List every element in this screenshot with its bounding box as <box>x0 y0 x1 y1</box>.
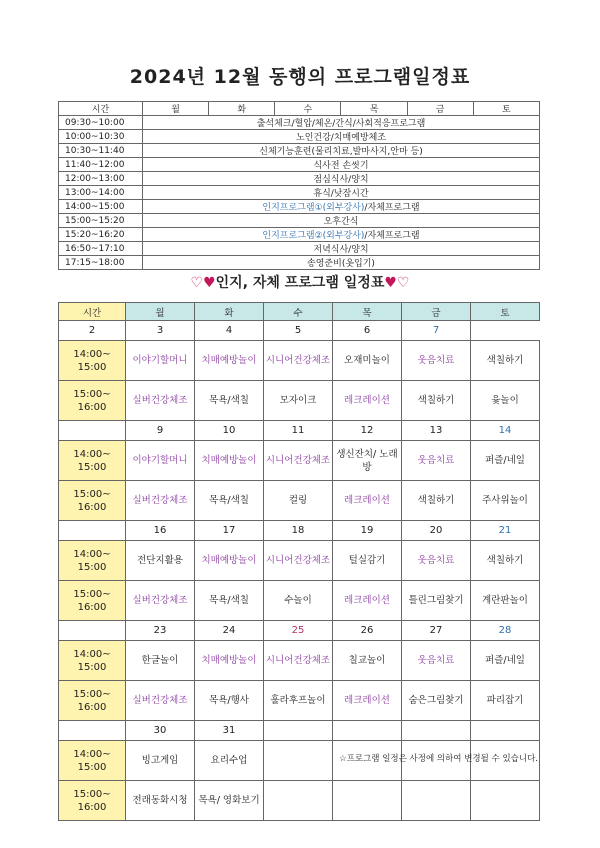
program-cell-wed: 시니어건강체조 <box>264 541 333 581</box>
weekly-header-mon: 월 <box>126 303 195 321</box>
daily-row <box>59 144 540 158</box>
activity-label: 출석체크/혈압/체온/간식/사회적응프로그램 <box>256 119 426 129</box>
program-cell-mon: 한글놀이 <box>126 641 195 681</box>
program-cell-mon: 이야기할머니 <box>126 341 195 381</box>
weekly-header-fri: 금 <box>402 303 471 321</box>
daily-row <box>59 186 540 200</box>
daily-body <box>59 116 540 270</box>
weekly-body <box>59 321 540 821</box>
program-row <box>59 341 540 381</box>
subtitle-text: 인지, 자체 프로그램 일정표 <box>215 275 385 291</box>
daily-time-cell: 17:15~18:00 <box>59 256 143 270</box>
daily-row <box>59 242 540 256</box>
daily-activity-cell <box>143 228 540 242</box>
program-cell-fri: 색칠하기 <box>402 481 471 521</box>
daily-header-time: 시간 <box>59 102 143 116</box>
week-date-spacer <box>59 621 126 641</box>
activity-label: 송영준비(옷입기) <box>307 259 375 269</box>
daily-header-mon: 월 <box>143 102 209 116</box>
program-cell-sat: 파리잡기 <box>471 681 540 721</box>
program-cell-tue: 목욕/ 영화보기 <box>195 781 264 821</box>
date-cell-wed: 25 <box>264 621 333 641</box>
program-cell-mon: 실버건강체조 <box>126 381 195 421</box>
daily-activity-cell <box>143 158 540 172</box>
program-cell-fri <box>402 781 471 821</box>
program-cell-wed: 시니어건강체조 <box>264 341 333 381</box>
daily-activity-cell <box>143 242 540 256</box>
program-cell-thu: 생신잔치/ 노래방 <box>333 441 402 481</box>
weekly-header-sat: 토 <box>471 303 540 321</box>
date-cell-sat <box>471 721 540 741</box>
daily-time-cell: 13:00~14:00 <box>59 186 143 200</box>
date-cell-fri <box>402 721 471 741</box>
date-cell-tue: 31 <box>195 721 264 741</box>
program-cell-fri: 웃음치료 <box>402 641 471 681</box>
daily-header-wed: 수 <box>275 102 341 116</box>
daily-time-cell: 15:20~16:20 <box>59 228 143 242</box>
week-date-row <box>59 421 540 441</box>
program-cell-sat: 계란판놀이 <box>471 581 540 621</box>
time-slot-cell: 14:00~ 15:00 <box>59 341 126 381</box>
date-cell-mon: 9 <box>126 421 195 441</box>
date-cell-thu: 19 <box>333 521 402 541</box>
activity-label: 오후간식 <box>323 217 359 227</box>
program-cell-sat <box>471 781 540 821</box>
daily-activity-cell <box>143 200 540 214</box>
daily-header-thu: 목 <box>341 102 407 116</box>
daily-header-sat: 토 <box>473 102 539 116</box>
daily-activity-cell <box>143 172 540 186</box>
program-cell-fri: 틀린그림찾기 <box>402 581 471 621</box>
daily-row <box>59 130 540 144</box>
activity-label: 식사전 손씻기 <box>313 161 369 171</box>
time-slot-cell: 15:00~ 16:00 <box>59 381 126 421</box>
program-cell-sat: 색칠하기 <box>471 341 540 381</box>
daily-row <box>59 172 540 186</box>
program-cell-wed: 컬링 <box>264 481 333 521</box>
program-cell-tue: 치매예방놀이 <box>195 641 264 681</box>
daily-activity-cell <box>143 144 540 158</box>
date-cell-thu: 5 <box>264 321 333 341</box>
activity-label: 휴식/낮잠시간 <box>313 189 369 199</box>
date-cell-wed <box>264 721 333 741</box>
weekly-header-thu: 목 <box>333 303 402 321</box>
daily-row <box>59 256 540 270</box>
program-cell-tue: 목욕/색칠 <box>195 381 264 421</box>
program-cell-thu: 오재미놀이 <box>333 341 402 381</box>
program-cell-tue: 목욕/행사 <box>195 681 264 721</box>
week-date-row <box>59 621 540 641</box>
program-cell-tue: 치매예방놀이 <box>195 341 264 381</box>
program-cell-wed: 모자이크 <box>264 381 333 421</box>
footnote: ☆프로그램 일정은 사정에 의하여 변경될 수 있습니다. <box>339 754 538 764</box>
daily-row <box>59 158 540 172</box>
program-cell-sat: 주사위놀이 <box>471 481 540 521</box>
date-cell-sat: 14 <box>471 421 540 441</box>
daily-row <box>59 200 540 214</box>
heart-right-icon: ♥♡ <box>384 275 410 291</box>
time-slot-cell: 15:00~ 16:00 <box>59 681 126 721</box>
program-cell-thu: 털실감기 <box>333 541 402 581</box>
program-row <box>59 441 540 481</box>
daily-header-tue: 화 <box>209 102 275 116</box>
daily-time-cell: 11:40~12:00 <box>59 158 143 172</box>
date-cell-fri: 20 <box>402 521 471 541</box>
date-cell-fri: 6 <box>333 321 402 341</box>
program-cell-sat: 퍼즐/네일 <box>471 441 540 481</box>
program-cell-thu: 레크레이션 <box>333 681 402 721</box>
activity-label: /자체프로그램 <box>364 231 420 241</box>
time-slot-cell: 14:00~ 15:00 <box>59 741 126 781</box>
week-date-row <box>59 321 540 341</box>
daily-time-cell: 15:00~15:20 <box>59 214 143 228</box>
program-cell-fri: 웃음치료 <box>402 541 471 581</box>
program-cell-thu: 레크레이션 <box>333 581 402 621</box>
daily-activity-cell <box>143 116 540 130</box>
program-cell-mon: 전단지활용 <box>126 541 195 581</box>
date-cell-thu: 12 <box>333 421 402 441</box>
external-program-label: 인지프로그램①(외부강사) <box>262 203 365 213</box>
program-cell-wed: 훌라후프놀이 <box>264 681 333 721</box>
program-cell-sat: 색칠하기 <box>471 541 540 581</box>
program-cell-mon: 실버건강체조 <box>126 481 195 521</box>
program-cell-tue: 치매예방놀이 <box>195 441 264 481</box>
date-cell-tue: 10 <box>195 421 264 441</box>
date-cell-thu <box>333 721 402 741</box>
program-cell-thu: 레크레이션 <box>333 381 402 421</box>
program-cell-mon: 이야기할머니 <box>126 441 195 481</box>
time-slot-cell: 15:00~ 16:00 <box>59 481 126 521</box>
program-cell-wed: 시니어건강체조 <box>264 441 333 481</box>
daily-time-cell: 14:00~15:00 <box>59 200 143 214</box>
program-cell-fri: 웃음치료 <box>402 341 471 381</box>
date-cell-wed: 18 <box>264 521 333 541</box>
program-cell-fri: 색칠하기 <box>402 381 471 421</box>
program-cell-tue: 요리수업 <box>195 741 264 781</box>
program-row <box>59 381 540 421</box>
program-cell-wed <box>264 741 333 781</box>
weekly-header-wed: 수 <box>264 303 333 321</box>
program-row <box>59 681 540 721</box>
activity-label: /자체프로그램 <box>364 203 420 213</box>
program-row <box>59 541 540 581</box>
program-cell-thu: 칠교놀이 <box>333 641 402 681</box>
date-cell-mon: 23 <box>126 621 195 641</box>
daily-activity-cell <box>143 186 540 200</box>
time-slot-cell: 15:00~ 16:00 <box>59 781 126 821</box>
program-subtitle <box>0 272 600 292</box>
daily-activity-cell <box>143 214 540 228</box>
weekly-header-row <box>59 303 540 321</box>
daily-schedule-table <box>58 101 540 270</box>
program-cell-tue: 목욕/색칠 <box>195 581 264 621</box>
program-cell-mon: 전래동화시청 <box>126 781 195 821</box>
date-cell-fri: 27 <box>402 621 471 641</box>
heart-left-icon: ♡♥ <box>190 275 216 291</box>
date-cell-wed: 11 <box>264 421 333 441</box>
daily-time-cell: 12:00~13:00 <box>59 172 143 186</box>
program-cell-mon: 실버건강체조 <box>126 581 195 621</box>
date-cell-sat: 21 <box>471 521 540 541</box>
date-cell-mon: 30 <box>126 721 195 741</box>
program-cell-thu <box>333 781 402 821</box>
program-cell-fri: 숨은그림찾기 <box>402 681 471 721</box>
program-cell-wed: 수놀이 <box>264 581 333 621</box>
daily-time-cell: 09:30~10:00 <box>59 116 143 130</box>
activity-label: 신체기능훈련(물리치료,발마사지,안마 등) <box>259 147 423 157</box>
date-cell-tue: 3 <box>126 321 195 341</box>
program-cell-tue: 목욕/색칠 <box>195 481 264 521</box>
program-row <box>59 641 540 681</box>
page-title: 2024년 12월 동행의 프로그램일정표 <box>129 66 471 88</box>
weekly-header-time: 시간 <box>59 303 126 321</box>
time-slot-cell: 14:00~ 15:00 <box>59 441 126 481</box>
program-cell-tue: 치매예방놀이 <box>195 541 264 581</box>
program-cell-sat: 윷놀이 <box>471 381 540 421</box>
activity-label: 노인건강/치매예방체조 <box>296 133 386 143</box>
date-cell-wed: 4 <box>195 321 264 341</box>
daily-activity-cell <box>143 256 540 270</box>
week-date-spacer <box>59 421 126 441</box>
time-slot-cell: 14:00~ 15:00 <box>59 641 126 681</box>
external-program-label: 인지프로그램②(외부강사) <box>262 231 365 241</box>
program-cell-mon: 빙고게임 <box>126 741 195 781</box>
week-date-row <box>59 721 540 741</box>
daily-time-cell: 10:30~11:40 <box>59 144 143 158</box>
program-row <box>59 781 540 821</box>
weekly-program-table <box>58 302 540 821</box>
activity-label: 점심식사/양치 <box>313 175 369 185</box>
program-cell-wed: 시니어건강체조 <box>264 641 333 681</box>
daily-row <box>59 214 540 228</box>
date-cell-fri: 13 <box>402 421 471 441</box>
week-date-spacer <box>59 721 126 741</box>
program-cell-mon: 실버건강체조 <box>126 681 195 721</box>
date-cell-sat: 28 <box>471 621 540 641</box>
daily-header-row <box>59 102 540 116</box>
daily-activity-cell <box>143 130 540 144</box>
date-cell-mon: 2 <box>59 321 126 341</box>
daily-header-fri: 금 <box>407 102 473 116</box>
daily-time-cell: 10:00~10:30 <box>59 130 143 144</box>
program-row <box>59 481 540 521</box>
date-cell-tue: 24 <box>195 621 264 641</box>
program-cell-wed <box>264 781 333 821</box>
date-cell-tue: 17 <box>195 521 264 541</box>
date-cell-sat: 7 <box>402 321 471 341</box>
program-row <box>59 581 540 621</box>
week-date-row <box>59 521 540 541</box>
daily-row <box>59 116 540 130</box>
program-cell-thu: 레크레이션 <box>333 481 402 521</box>
activity-label: 저녁식사/양치 <box>313 245 369 255</box>
daily-time-cell: 16:50~17:10 <box>59 242 143 256</box>
date-cell-mon: 16 <box>126 521 195 541</box>
time-slot-cell: 14:00~ 15:00 <box>59 541 126 581</box>
date-cell-thu: 26 <box>333 621 402 641</box>
weekly-header-tue: 화 <box>195 303 264 321</box>
program-cell-fri: 웃음치료 <box>402 441 471 481</box>
daily-row <box>59 228 540 242</box>
week-date-spacer <box>59 521 126 541</box>
time-slot-cell: 15:00~ 16:00 <box>59 581 126 621</box>
program-cell-sat: 퍼즐/네일 <box>471 641 540 681</box>
